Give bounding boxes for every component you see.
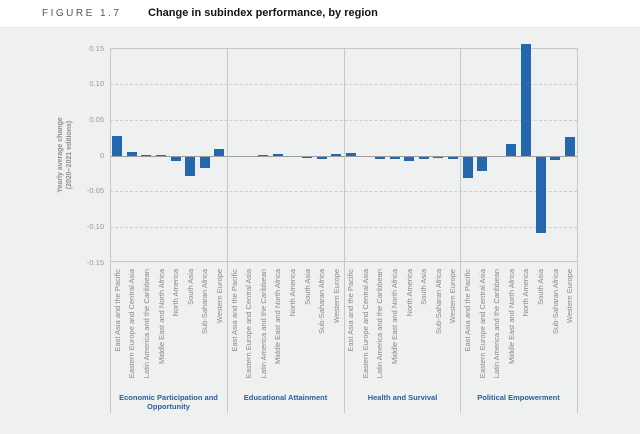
x-axis-label: South Asia <box>419 269 428 305</box>
bar <box>214 149 224 156</box>
x-axis-label: Latin America and the Caribbean <box>375 269 384 379</box>
x-axis-label: North America <box>521 269 530 317</box>
chart-canvas <box>0 27 640 434</box>
x-axis-label: East Asia and the Pacific <box>113 269 122 352</box>
bar <box>302 157 312 158</box>
y-axis-title-line2: (2020–2021 editions) <box>66 120 73 190</box>
x-axis-label: Middle East and North Africa <box>507 269 516 365</box>
x-axis-label: Middle East and North Africa <box>390 269 399 365</box>
x-axis-label: East Asia and the Pacific <box>463 269 472 352</box>
bar <box>273 154 283 156</box>
figure-number-label: FIGURE 1.7 <box>42 8 122 19</box>
x-axis-label: Sub-Saharan Africa <box>551 269 560 335</box>
y-axis-title-line1: Yearly average change <box>57 117 64 193</box>
x-axis-label: Eastern Europe and Central Asia <box>127 269 136 379</box>
x-axis-label: Western Europe <box>332 269 341 324</box>
bar <box>112 136 122 156</box>
bar <box>171 157 181 161</box>
x-axis-label: Sub-Saharan Africa <box>317 269 326 335</box>
x-axis-label: Eastern Europe and Central Asia <box>244 269 253 379</box>
panel-title: Health and Survival <box>367 393 438 402</box>
bar <box>141 155 151 156</box>
x-axis-label: North America <box>171 269 180 317</box>
x-axis-label: South Asia <box>536 269 545 305</box>
bar <box>448 157 458 159</box>
panel-separator <box>227 48 228 413</box>
bar <box>317 157 327 159</box>
x-axis-label: Western Europe <box>565 269 574 324</box>
y-axis-tick-label: 0 <box>99 150 104 160</box>
bar <box>550 157 560 160</box>
bar <box>331 154 341 156</box>
x-axis-label: Middle East and North Africa <box>157 269 166 365</box>
panel-separator <box>460 48 461 413</box>
bar <box>536 157 546 233</box>
x-axis-label: Sub-Saharan Africa <box>434 269 443 335</box>
bar <box>477 157 487 171</box>
bar <box>390 157 400 159</box>
y-axis-tick-label: -0.15 <box>86 257 104 267</box>
figure-header <box>0 0 640 27</box>
bar <box>200 157 210 168</box>
bar <box>433 157 443 158</box>
x-axis-label: South Asia <box>186 269 195 305</box>
page-title: Change in subindex performance, by region <box>148 7 378 19</box>
x-axis-label: Latin America and the Caribbean <box>142 269 151 379</box>
x-axis-label: East Asia and the Pacific <box>346 269 355 352</box>
x-axis-label: North America <box>288 269 297 317</box>
panel-separator <box>110 48 111 413</box>
y-axis-tick-label: 0.10 <box>89 79 104 89</box>
bar <box>185 157 195 176</box>
bar <box>375 157 385 159</box>
bar <box>156 155 166 156</box>
panel-title: Political Empowerment <box>477 393 560 402</box>
bar <box>127 152 137 156</box>
x-axis-label: Western Europe <box>215 269 224 324</box>
bar <box>346 153 356 156</box>
y-axis-tick-label: -0.05 <box>86 186 104 196</box>
bar <box>565 137 575 156</box>
x-axis-label: East Asia and the Pacific <box>230 269 239 352</box>
x-axis-label: Western Europe <box>448 269 457 324</box>
bar <box>463 157 473 178</box>
x-axis-label: Latin America and the Caribbean <box>259 269 268 379</box>
x-axis-label: South Asia <box>303 269 312 305</box>
x-axis-label: Eastern Europe and Central Asia <box>478 269 487 379</box>
y-axis-tick-label: -0.10 <box>86 221 104 231</box>
bar <box>521 44 531 156</box>
x-axis-label: North America <box>405 269 414 317</box>
bar <box>419 157 429 159</box>
y-axis-tick-label: 0.15 <box>89 43 104 53</box>
bar <box>506 144 516 156</box>
panel-separator <box>577 48 578 413</box>
bar <box>404 157 414 161</box>
panel-title: Educational Attainment <box>243 393 328 402</box>
x-axis-label: Latin America and the Caribbean <box>492 269 501 379</box>
x-axis-label: Middle East and North Africa <box>273 269 282 365</box>
x-axis-label: Sub-Saharan Africa <box>200 269 209 335</box>
y-axis-tick-label: 0.05 <box>89 114 104 124</box>
x-axis-label: Eastern Europe and Central Asia <box>361 269 370 379</box>
panel-title: Economic Participation and Opportunity <box>119 393 218 411</box>
bar <box>258 155 268 156</box>
